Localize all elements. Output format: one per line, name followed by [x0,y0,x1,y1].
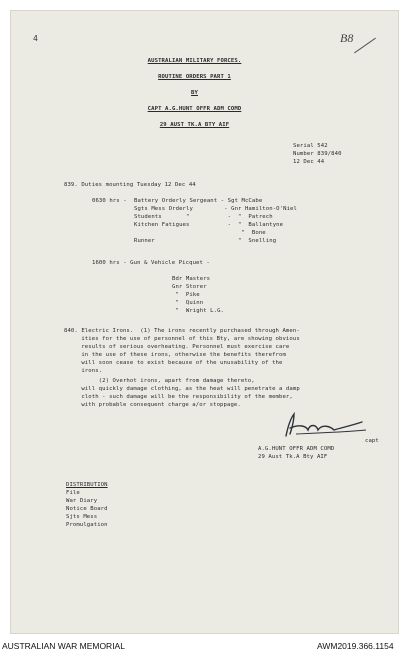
order-840-line: ities for the use of personnel of this Bty, are showing obvious [64,336,300,342]
order-839-title: 839. Duties mounting Tuesday 12 Dec 44 [64,182,196,188]
order-840-line: irons. [64,368,103,374]
serial-line-3: 12 Dec 44 [293,159,325,165]
order-840-line: will quickly damage clothing, as the heat will penetrate a damp [64,386,300,392]
picquet-line: " Quinn [172,300,204,306]
distribution-item: Sjts Mess [66,514,98,520]
signature-rank: capt [365,438,379,444]
serial-line-2: Number 839/840 [293,151,342,157]
order-840-line: in the use of these irons, otherwise the benefits therefrom [64,352,286,358]
footer-accession-number: AWM2019.366.1154 [317,641,394,651]
picquet-line: Bdr Masters [172,276,211,282]
distribution-title: DISTRIBUTION [66,482,108,488]
serial-line-1: Serial 542 [293,143,328,149]
distribution-item: Promulgation [66,522,108,528]
picquet-line: " Pike [172,292,200,298]
picquet-line: " Wright L.G. [172,308,225,314]
page-mark: 4 [33,34,38,43]
header-line-3: BY [191,90,198,96]
order-840-line: (2) Overhot irons, apart from damage thereto, [64,378,255,384]
header-line-5: 29 AUST TK.A BTY AIF [159,122,230,128]
order-839-time-2: 1600 hrs - Gun & Vehicle Picquet - [92,260,210,266]
header-line-2: ROUTINE ORDERS PART 1 [158,74,231,80]
distribution-item: Notice Board [66,506,108,512]
signature-line-1: A.G.HUNT OFFR ADM COMD [258,446,335,452]
distribution-item: File [66,490,80,496]
header-line-4: CAPT A.G.HUNT OFFR ADM COMD [147,106,242,112]
order-840-line: cloth - such damage will be the responsibility of the member, [64,394,293,400]
duty-line: Students " - " Patrech [134,214,273,220]
order-840-line: with probable consequent charge a/or stoppage. [64,402,241,408]
duty-line: Runner " Snelling [134,238,277,244]
handwritten-annotation: B8 [340,31,354,45]
order-839-time-1: 0630 hrs - [92,198,127,204]
document-page [10,10,399,634]
duty-line: " Bone [134,230,266,236]
duty-line: Kitchen Fatigues - " Ballantyne [134,222,284,228]
duty-line: Battery Orderly Sergeant - Sgt McCabe [134,198,263,204]
order-840-line: will soon cease to exist because of the unusability of the [64,360,283,366]
signature-line-2: 29 Aust Tk.A Bty AIF [258,454,328,460]
distribution-item: War Diary [66,498,98,504]
handwritten-signature [250,410,370,440]
order-840-line: results of serious overheating. Personnel must exercise care [64,344,290,350]
footer-source: AUSTRALIAN WAR MEMORIAL [2,641,125,651]
picquet-line: Gnr Storer [172,284,207,290]
order-840-line: 840. Electric Irons. (1) The irons recently purchased through Amen- [64,328,300,334]
header-line-1: AUSTRALIAN MILITARY FORCES. [147,58,242,64]
duty-line: Sgts Mess Orderly - Gnr Hamilton-O'Niel [134,206,297,212]
